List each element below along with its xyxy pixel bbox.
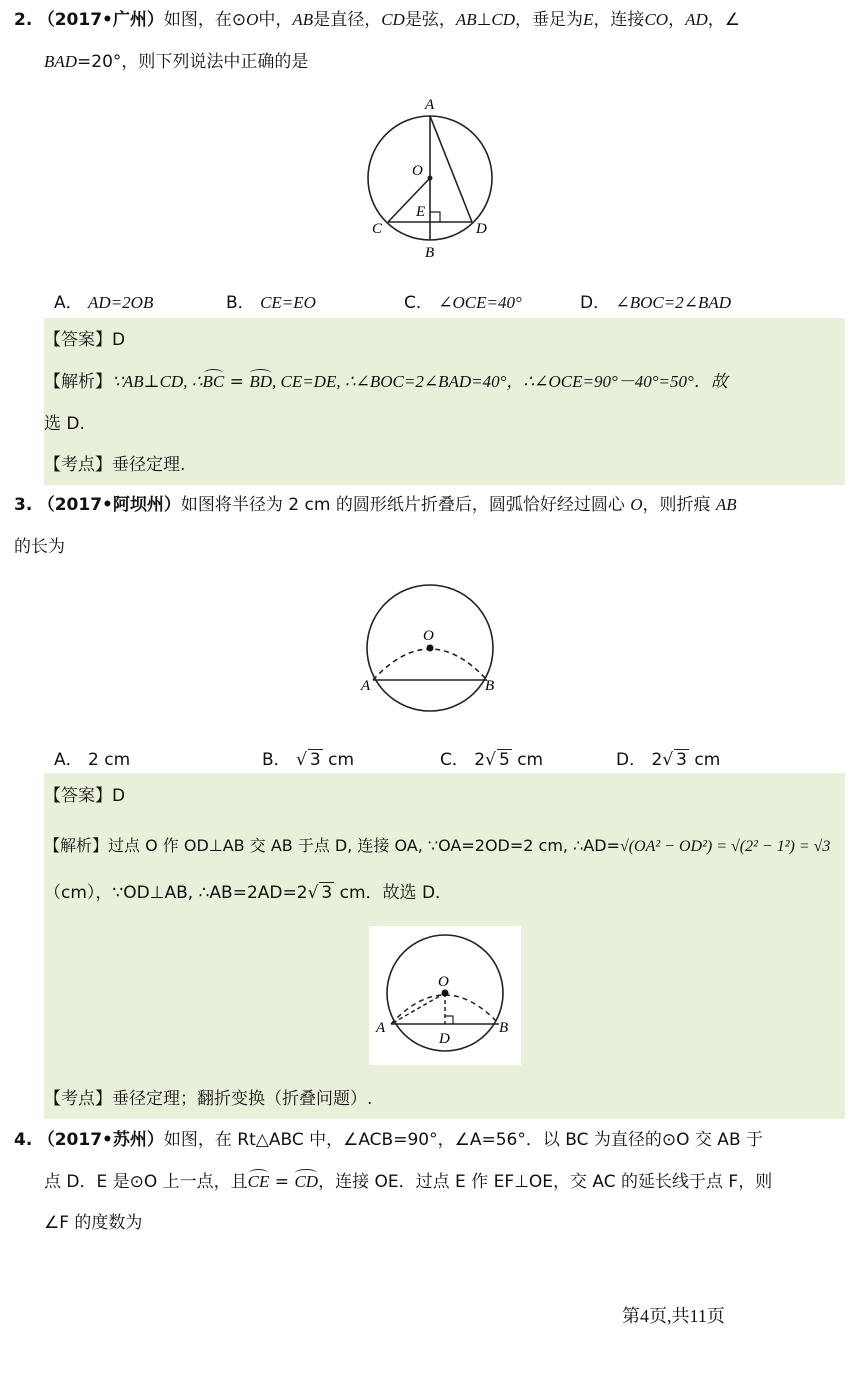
q3b-label-d: D (439, 1031, 450, 1047)
analysis-text: cm．故选 D． (334, 883, 453, 903)
q2-option-c[interactable] (404, 288, 522, 313)
q3-text: 如图将半径为 2 cm 的圆形纸片折叠后，圆弧恰好经过圆心 (180, 495, 625, 515)
q3-stem-line1 (14, 495, 737, 515)
option-label: A． (54, 750, 83, 770)
q2-option-a[interactable] (54, 288, 153, 313)
q4-stem-line3: ∠F 的度数为 (44, 1213, 143, 1233)
q2-center-dot (428, 176, 433, 181)
q2-number: 2. (14, 10, 33, 30)
arc-bd: BD (249, 372, 272, 391)
q3-label-b: B (485, 678, 495, 694)
q2-label-c: C (372, 221, 383, 237)
q4-source: （2017•苏州） (37, 1130, 164, 1150)
q3-fold-arc (373, 649, 487, 680)
q3-analysis-figure (369, 926, 521, 1065)
q3-figure (355, 580, 505, 720)
q4-text: 点 D．E 是⊙O 上一点，且 (44, 1172, 248, 1192)
q2-text: BAD (44, 52, 78, 71)
q2-text: CD (491, 10, 516, 29)
q2-text: AB (292, 10, 314, 29)
q2-right-angle-mark (430, 212, 440, 222)
option-unit: cm (517, 750, 544, 770)
q2-text: AB (455, 10, 477, 29)
q3-option-c[interactable]: C． 2√ 5 cm (440, 750, 544, 770)
q3-stem-line2: 的长为 (14, 537, 65, 557)
q2-text: O (246, 10, 259, 29)
q2-label-b: B (425, 245, 435, 261)
q4-text: 如图，在 Rt△ABC 中，∠ACB=90°，∠A=56°．以 BC 为直径的⊙O 交 AB 于 (163, 1130, 764, 1150)
q2-text: =20°，则下列说法中正确的是 (77, 52, 309, 72)
q2-text: E (583, 10, 594, 29)
option-unit: cm (694, 750, 721, 770)
option-label: D． (580, 293, 611, 313)
option-radicand: 5 (498, 750, 510, 770)
option-label: D． (616, 750, 647, 770)
q3b-label-b: B (499, 1020, 509, 1036)
q2-analysis-line1 (44, 372, 728, 392)
q3-answer: 【答案】D (44, 786, 126, 806)
q4-stem-line1 (14, 1130, 763, 1150)
q2-figure (355, 92, 505, 262)
option-value: 2 cm (88, 750, 131, 770)
q2-kaodian: 【考点】垂径定理. (44, 455, 186, 475)
arc-bc: BC (202, 372, 225, 391)
option-value: CE=EO (260, 293, 316, 312)
option-label: C． (404, 293, 433, 313)
option-label: A． (54, 293, 83, 313)
q2-text: AD (685, 10, 708, 29)
option-coef: 2 (651, 750, 663, 770)
q3-text: O (630, 495, 643, 514)
q2-stem-line2 (44, 52, 308, 72)
option-coef: 2 (474, 750, 486, 770)
q2-text: ， (668, 10, 686, 30)
q3-text: ，则折痕 (642, 495, 711, 515)
q4-text: ，连接 OE．过点 E 作 EF⊥OE，交 AC 的延长线于点 F，则 (318, 1172, 773, 1192)
q3-label-a: A (361, 678, 371, 694)
q3-center-dot (427, 645, 434, 652)
q3-number: 3. (14, 495, 33, 515)
q3b-center-dot (442, 990, 449, 997)
analysis-radicand: 3 (321, 883, 333, 903)
q3-source: （2017•阿坝州） (37, 495, 181, 515)
option-label: B． (226, 293, 255, 313)
analysis-formula: √(OA² − OD²) = √(2² − 1²) = √3 (619, 838, 831, 855)
option-unit: cm (328, 750, 355, 770)
arc-ce: CE (247, 1172, 270, 1191)
q3-option-b[interactable]: B． √ 3 cm (262, 750, 355, 770)
q2-label-a: A (425, 97, 435, 113)
q3-kaodian: 【考点】垂径定理；翻折变换（折叠问题）. (44, 1089, 373, 1109)
q3-analysis-line1 (44, 836, 830, 856)
q4-text: = (269, 1172, 295, 1192)
q3b-label-o: O (438, 974, 449, 990)
q2-segment-ad (430, 116, 472, 222)
page-footer: 第4页,共11页 (622, 1306, 725, 1326)
option-radicand: 3 (309, 750, 321, 770)
option-label: B． (262, 750, 291, 770)
q2-text: ⊥ (476, 10, 492, 30)
q2-text: CD (381, 10, 405, 29)
analysis-text: （cm），∵OD⊥AB, ∴AB=2AD=2 (44, 883, 308, 903)
q3-label-o: O (423, 628, 434, 644)
analysis-head: 【解析】 (44, 836, 109, 855)
q3-analysis-line2: （cm），∵OD⊥AB, ∴AB=2AD=2√ 3 cm．故选 D． (44, 883, 453, 903)
q2-label-d: D (476, 221, 487, 237)
q2-label-o: O (412, 163, 423, 179)
option-value: ∠BOC=2∠BAD (615, 293, 732, 312)
q2-text: 中， (258, 10, 293, 30)
q2-answer: 【答案】D (44, 330, 126, 350)
q2-text: ，∠ (707, 10, 740, 30)
q2-text: 是直径， (313, 10, 382, 30)
q3b-label-a: A (376, 1020, 386, 1036)
q2-source: （2017•广州） (37, 10, 164, 30)
q2-text: ，连接 (593, 10, 645, 30)
q3b-segment-oa (391, 993, 445, 1024)
q2-option-d[interactable] (580, 288, 731, 313)
q2-label-e: E (416, 204, 426, 220)
q4-stem-line2 (44, 1172, 772, 1192)
q3-option-d[interactable]: D． 2√ 3 cm (616, 750, 721, 770)
option-value: ∠OCE=40° (438, 293, 522, 312)
q3-text: AB (715, 495, 737, 514)
q2-option-b[interactable] (226, 288, 316, 313)
option-label: C． (440, 750, 469, 770)
analysis-head: 【解析】 (44, 372, 112, 392)
analysis-text: , CE=DE, ∴∠BOC=2∠BAD=40°，∴∠OCE=90°－40°=50°．故 (271, 372, 728, 391)
analysis-text: ∵AB⊥CD, ∴ (112, 372, 203, 391)
q3b-right-angle-mark (445, 1016, 453, 1024)
q2-text: 如图，在⊙ (163, 10, 247, 30)
q2-stem-line1 (14, 10, 740, 30)
q2-text: ，垂足为 (515, 10, 584, 30)
q4-number: 4. (14, 1130, 33, 1150)
analysis-text: 过点 O 作 OD⊥AB 交 AB 于点 D, 连接 OA, ∵OA=2OD=2 cm, ∴AD= (108, 836, 620, 855)
option-value: AD=2OB (88, 293, 154, 312)
arc-cd: CD (294, 1172, 319, 1191)
q3-option-a[interactable] (54, 745, 130, 770)
q2-text: CO (644, 10, 669, 29)
option-radicand: 3 (676, 750, 687, 770)
q2-analysis-line2: 选 D. (44, 414, 85, 434)
analysis-text: = (224, 372, 250, 392)
q2-text: 是弦， (404, 10, 456, 30)
